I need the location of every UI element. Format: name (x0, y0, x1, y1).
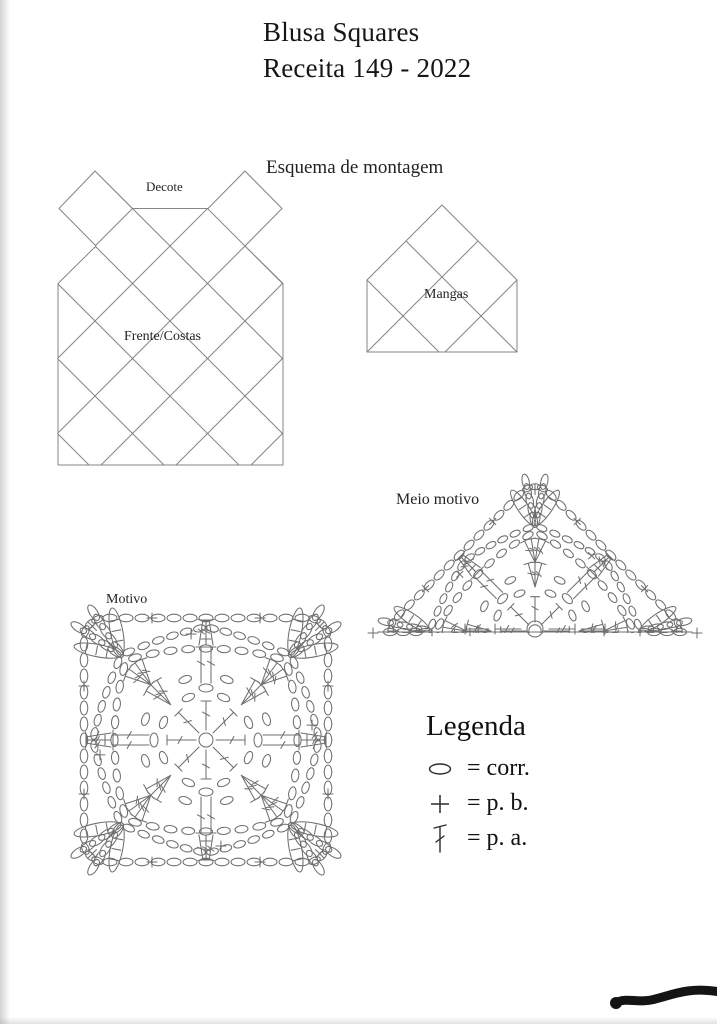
label-motif: Motivo (106, 592, 148, 607)
single-crochet-icon (424, 792, 456, 816)
double-crochet-icon (424, 823, 456, 855)
legend-label-single-crochet: = p. b. (467, 790, 529, 816)
legend-row-chain (424, 751, 654, 786)
legend (424, 710, 654, 856)
chain-icon (424, 760, 456, 778)
montage-heading: Esquema de montagem (266, 157, 444, 178)
legend-label-double-crochet: = p. a. (467, 825, 528, 851)
title-line-2: Receita 149 - 2022 (263, 53, 472, 83)
title-line-1: Blusa Squares (263, 17, 420, 47)
label-sleeves: Mangas (424, 287, 469, 302)
motif-square (69, 603, 343, 877)
legend-label-chain: = corr. (467, 755, 530, 781)
legend-row-single-crochet (424, 786, 654, 821)
label-neckline: Decote (146, 179, 183, 194)
label-front-back: Frente/Costas (124, 329, 201, 344)
ink-mark (610, 990, 717, 1009)
label-half-motif: Meio motivo (396, 491, 480, 508)
montage-diagram (30, 0, 517, 686)
legend-title: Legenda (426, 710, 526, 742)
legend-row-double-crochet (424, 821, 654, 856)
